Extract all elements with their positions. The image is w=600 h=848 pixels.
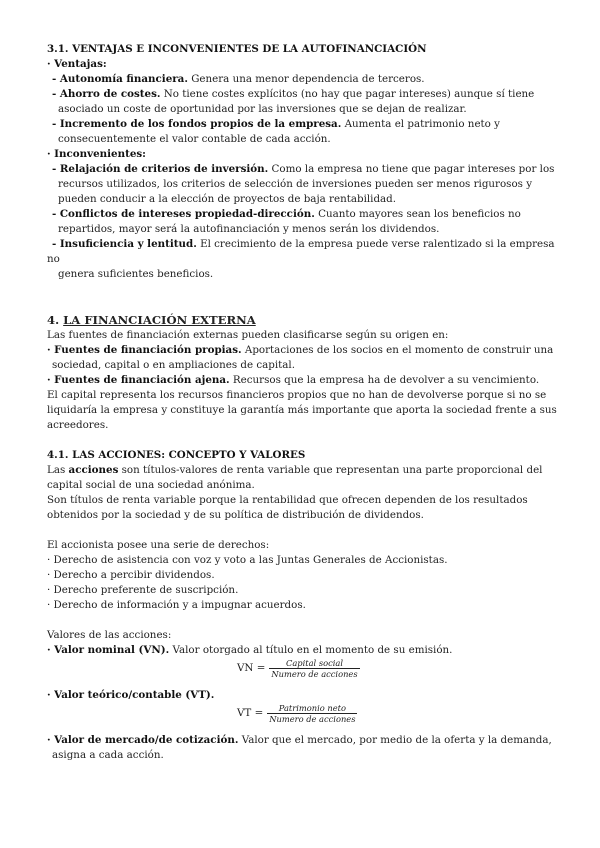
acciones-def-4: obtenidos por la sociedad y de su política de distribución de dividendos. [47,509,424,521]
inconveniente-conflictos: - Conflictos de intereses propiedad-dirección. Cuanto mayores sean los beneficios no [52,208,521,220]
section-4-intro: Las fuentes de financiación externas pueden clasificarse según su origen en: [47,329,449,341]
section-3-1-title: 3.1. VENTAJAS E INCONVENIENTES DE LA AUTOFINANCIACIÓN [47,43,427,55]
ventaja-autonomia: - Autonomía financiera. Genera una menor dependencia de terceros. [52,73,425,85]
inconveniente-insuficiencia-wrap: no [47,253,60,265]
ventajas-label: · Ventajas: [47,58,107,70]
inconveniente-insuficiencia-cont: genera suficientes beneficios. [58,268,214,280]
vt-formula-numerator: Patrimonio neto [278,703,346,713]
ventaja-incremento: - Incremento de los fondos propios de la empresa. Aumenta el patrimonio neto y [52,118,500,130]
vt-formula [47,703,567,733]
inconvenientes-label: · Inconvenientes: [47,148,146,160]
acciones-def-2: capital social de una sociedad anónima. [47,479,255,491]
valor-nominal: · Valor nominal (VN). Valor otorgado al título en el momento de su emisión. [47,644,453,656]
inconveniente-insuficiencia: - Insuficiencia y lentitud. El crecimiento de la empresa puede verse ralentizado si la empresa [52,238,555,250]
derecho-informacion: · Derecho de información y a impugnar acuerdos. [47,599,306,611]
derecho-suscripcion: · Derecho preferente de suscripción. [47,584,239,596]
fuente-propias-cont: sociedad, capital o en ampliaciones de capital. [52,359,295,371]
valor-teorico: · Valor teórico/contable (VT). [47,689,215,701]
vn-formula-numerator: Capital social [285,658,343,668]
ventaja-incremento-cont: consecuentemente el valor contable de cada acción. [58,133,331,145]
ventaja-ahorro-cont: asociado un coste de oportunidad por las inversiones que se dejan de realizar. [58,103,467,115]
valor-mercado: · Valor de mercado/de cotización. Valor que el mercado, por medio de la oferta y la demanda, [47,734,552,746]
capital-paragraph-2: liquidaría la empresa y constituye la garantía más importante que aporta la sociedad frente a sus [47,404,557,416]
vt-formula-denominator: Numero de acciones [269,714,356,724]
section-4-1-title: 4.1. LAS ACCIONES: CONCEPTO Y VALORES [47,449,306,461]
derechos-intro: El accionista posee una serie de derechos: [47,539,270,551]
fuente-ajena: · Fuentes de financiación ajena. Recursos que la empresa ha de devolver a su vencimiento. [47,374,540,386]
inconveniente-relajacion-cont1: recursos utilizados, los criterios de selección de inversiones pueden ser menos rigurosos y [58,178,533,190]
valores-intro: Valores de las acciones: [47,629,172,641]
capital-paragraph-3: acreedores. [47,419,109,431]
section-4-title: 4. LA FINANCIACIÓN EXTERNA [47,313,256,327]
ventaja-ahorro: - Ahorro de costes. No tiene costes explícitos (no hay que pagar intereses) aunque sí tiene [52,88,535,100]
vt-formula-lhs: VT = [237,707,264,719]
inconveniente-conflictos-cont: repartidos, mayor será la autofinanciación y menos serán los dividendos. [58,223,440,235]
inconveniente-relajacion-cont2: pueden conducir a la elección de proyectos de baja rentabilidad. [58,193,397,205]
derecho-asistencia: · Derecho de asistencia con voz y voto a las Juntas Generales de Accionistas. [47,554,448,566]
document-page [47,42,567,763]
fuente-propias: · Fuentes de financiación propias. Aportaciones de los socios en el momento de construir una [47,344,554,356]
derecho-dividendos: · Derecho a percibir dividendos. [47,569,215,581]
vn-formula [47,658,567,688]
acciones-def-3: Son títulos de renta variable porque la rentabilidad que ofrecen dependen de los resultados [47,494,528,506]
capital-paragraph-1: El capital representa los recursos financieros propios que no han de devolverse porque si no se [47,389,547,401]
vn-formula-denominator: Numero de acciones [271,669,358,679]
inconveniente-relajacion: - Relajación de criterios de inversión. Como la empresa no tiene que pagar intereses por los [52,163,555,175]
acciones-def-1: Las acciones son títulos-valores de renta variable que representan una parte proporcional del [47,464,543,476]
valor-mercado-cont: asigna a cada acción. [52,749,164,761]
vn-formula-lhs: VN = [237,662,266,674]
